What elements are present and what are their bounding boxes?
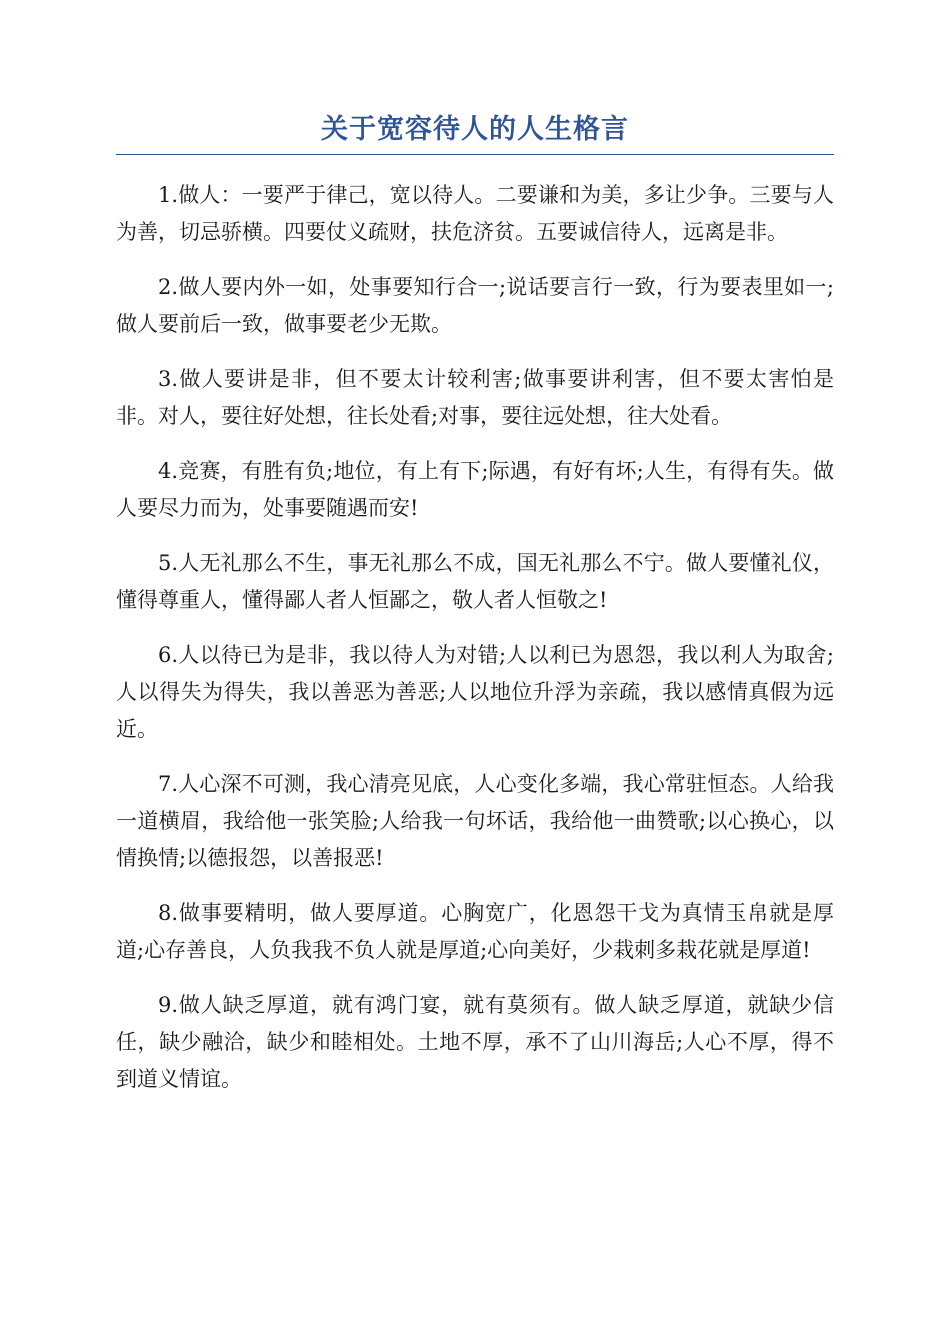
maxim-item-2: 2.做人要内外一如，处事要知行合一;说话要言行一致，行为要表里如一;做人要前后一致，做事要老少无欺。 — [116, 275, 834, 336]
maxim-item-3: 3.做人要讲是非，但不要太计较利害;做事要讲利害，但不要太害怕是非。对人，要往好处想，往长处看;对事，要往远处想，往大处看。 — [116, 367, 834, 428]
maxim-item-1: 1.做人：一要严于律己，宽以待人。二要谦和为美，多让少争。三要与人为善，切忌骄横。四要仗义疏财，扶危济贫。五要诚信待人，远离是非。 — [116, 183, 834, 244]
maxim-item-9: 9.做人缺乏厚道，就有鸿门宴，就有莫须有。做人缺乏厚道，就缺少信任，缺少融洽，缺少和睦相处。土地不厚，承不了山川海岳;人心不厚，得不到道义情谊。 — [116, 993, 834, 1091]
maxim-item-7: 7.人心深不可测，我心清亮见底，人心变化多端，我心常驻恒态。人给我一道横眉，我给他一张笑脸;人给我一句坏话，我给他一曲赞歌;以心换心，以情换情;以德报怨，以善报恶! — [116, 772, 834, 870]
maxim-list — [116, 177, 834, 1098]
maxim-item-8: 8.做事要精明，做人要厚道。心胸宽广，化恩怨干戈为真情玉帛就是厚道;心存善良，人负我我不负人就是厚道;心向美好，少栽刺多栽花就是厚道! — [116, 901, 834, 962]
document-page — [116, 110, 834, 1116]
maxim-item-6: 6.人以待已为是非，我以待人为对错;人以利已为恩怨，我以利人为取舍;人以得失为得失，我以善恶为善恶;人以地位升浮为亲疏，我以感情真假为远近。 — [116, 643, 834, 741]
maxim-item-5: 5.人无礼那么不生，事无礼那么不成，国无礼那么不宁。做人要懂礼仪，懂得尊重人，懂得鄙人者人恒鄙之，敬人者人恒敬之! — [116, 551, 834, 612]
page-title: 关于宽容待人的人生格言 — [116, 110, 834, 155]
maxim-item-4: 4.竞赛，有胜有负;地位，有上有下;际遇，有好有坏;人生，有得有失。做人要尽力而为，处事要随遇而安! — [116, 459, 834, 520]
